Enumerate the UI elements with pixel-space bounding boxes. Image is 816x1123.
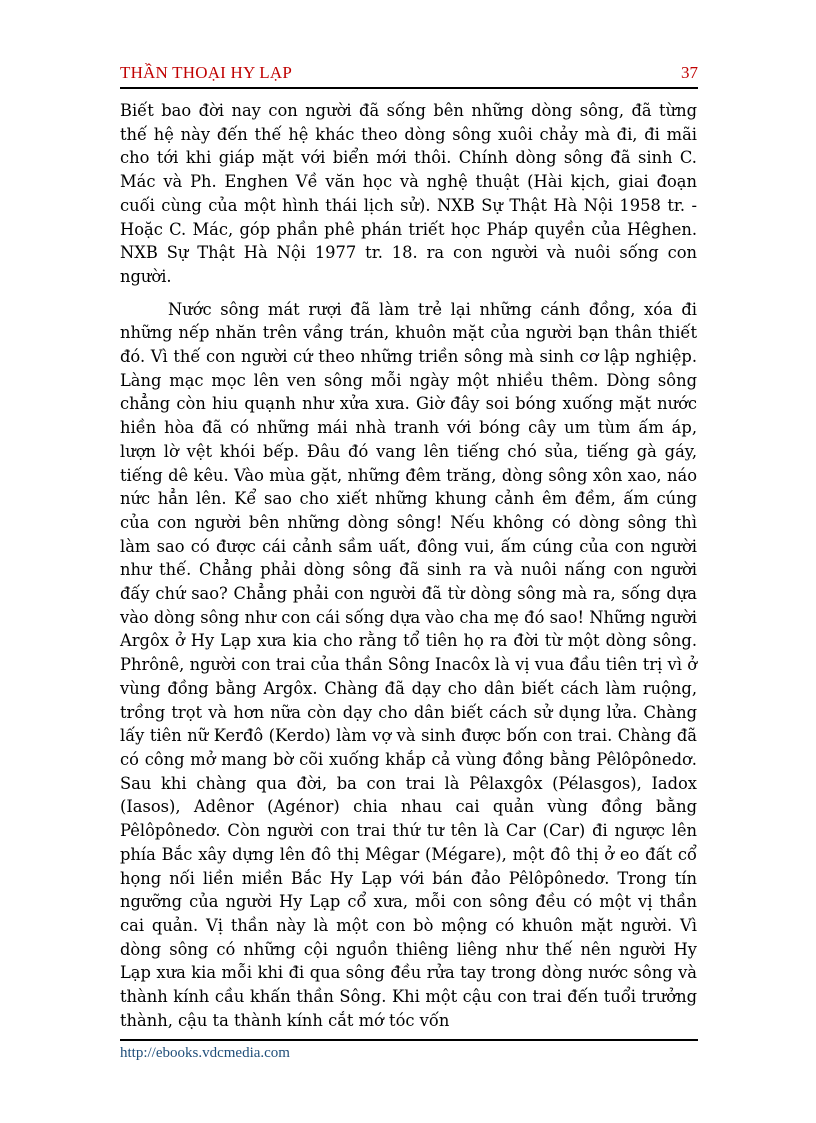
paragraph: Nước sông mát rượi đã làm trẻ lại những cánh đồng, xóa đi những nếp nhăn trên vầng trán, khuôn mặt của người bạn thân thiết đó. Vì thế con người cứ theo những triền sông mà sinh cơ lập nghiệp. Làng mạc mọc lên ven sông mỗi ngày một nhiều thêm. Dòng sông chẳng còn hiu quạnh như xửa xưa. Giờ đây soi bóng xuống mặt nước hiền hòa đã có những mái nhà tranh với bóng cây um tùm ấm áp, lượn lờ vệt khói bếp. Đâu đó vang lên tiếng chó sủa, tiếng gà gáy, tiếng dê kêu. Vào mùa gặt, những đêm trăng, dòng sông xôn xao, náo nức hẳn lên. Kể sao cho xiết những khung cảnh êm đềm, ấm cúng của con người bên những dòng sông! Nếu không có dòng sông thì làm sao có được cái cảnh sầm uất, đông vui, ấm cúng của con người như thế. Chẳng phải dòng sông đã sinh ra và nuôi nấng con người đấy chứ sao? Chẳng phải con người đã từ dòng sông mà ra, sống dựa vào dòng sông như con cái sống dựa vào cha mẹ đó sao! Những người Argôx ở Hy Lạp xưa kia cho rằng tổ tiên họ ra đời từ một dòng sông. Phrônê, người con trai của thần Sông Inacôx là vị vua đầu tiên trị vì ở vùng đồng bằng Argôx. Chàng đã dạy cho dân biết cách làm ruộng, trồng trọt và hơn nữa còn dạy cho dân biết cách sử dụng lửa. Chàng lấy tiên nữ Kerđô (Kerdo) làm vợ và sinh được bốn con trai. Chàng đã có công mở mang bờ cõi xuống khắp cả vùng đồng bằng Pêlôpônedơ. Sau khi chàng qua đời, ba con trai là Pêlaxgôx (Pélasgos), Iadox (Iasos), Adênor (Agénor) chia nhau cai quản vùng đồng bằng Pêlôpônedơ. Còn người con trai thứ tư tên là Car (Car) đi ngược lên phía Bắc xây dựng lên đô thị Mêgar (Mégare), một đô thị ở eo đất cổ họng nối liền miền Bắc Hy Lạp với bán đảo Pêlôpônedơ. Trong tín ngưỡng của người Hy Lạp cổ xưa, mỗi con sông đều có một vị thần cai quản. Vị thần này là một con bò mộng có khuôn mặt người. Vì dòng sông có những cội nguồn thiêng liêng như thế nên người Hy Lạp xưa kia mỗi khi đi qua sông đều rửa tay trong dòng nước sông và thành kính cầu khấn thần Sông. Khi một cậu con trai đến tuổi trưởng thành, cậu ta thành kính cắt mớ tóc vốn: [120, 299, 697, 1030]
page-body: [120, 99, 697, 1032]
page-header: [120, 60, 698, 86]
footer-url-link[interactable]: http://ebooks.vdcmedia.com: [120, 1045, 290, 1061]
footer-divider: [120, 1039, 698, 1041]
page-number: 37: [681, 63, 698, 82]
running-title: THẦN THOẠI HY LẠP: [120, 63, 292, 82]
paragraph: Biết bao đời nay con người đã sống bên những dòng sông, đã từng thế hệ này đến thế hệ khác theo dòng sông xuôi chảy mà đi, đi mãi cho tới khi giáp mặt với biển mới thôi. Chính dòng sông đã sinh C. Mác và Ph. Enghen Về văn học và nghệ thuật (Hài kịch, giai đoạn cuối cùng của một hình thái lịch sử). NXB Sự Thật Hà Nội 1958 tr. -Hoặc C. Mác, góp phần phê phán triết học Pháp quyền của Hêghen. NXB Sự Thật Hà Nội 1977 tr. 18. ra con người và nuôi sống con người.: [120, 101, 697, 286]
header-divider: [120, 87, 698, 89]
